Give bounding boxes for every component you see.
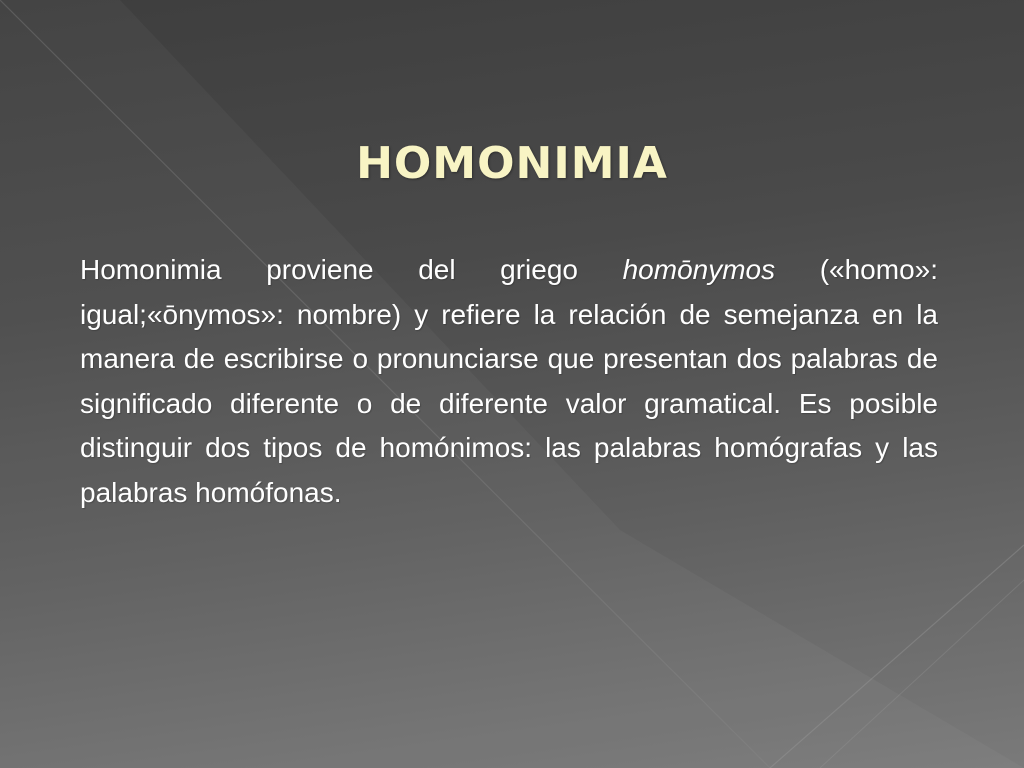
body-paragraph	[80, 248, 938, 515]
greek-term: homōnymos	[622, 254, 776, 285]
slide-title: HOMONIMIA	[356, 138, 668, 189]
body-text-part-1: Homonimia proviene del griego	[80, 254, 623, 285]
body-text-part-2: («homo»: igual;«ōnymos»: nombre) y refiere la relación de semejanza en la manera de escribirse o pronunciarse que presentan dos palabras de significado diferente o de diferente valor gramatical. Es posible distinguir dos tipos de homónimos: las palabras homógrafas y las palabras homófonas.	[80, 254, 938, 508]
